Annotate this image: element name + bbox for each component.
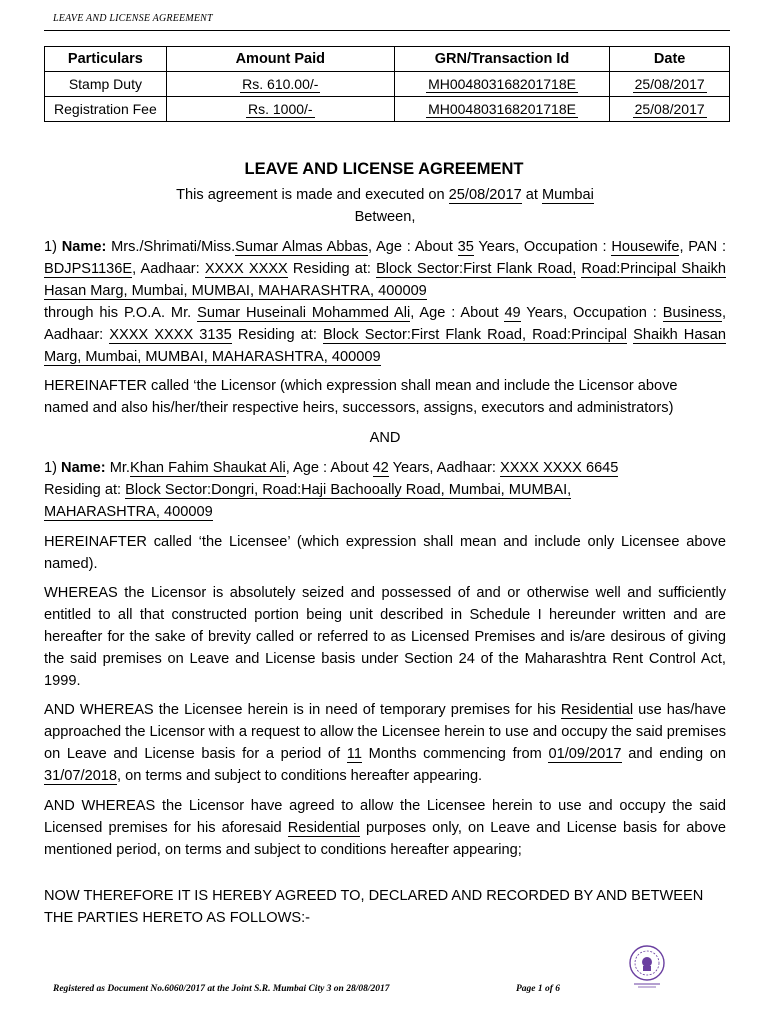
licensee-paragraph: 1) Name: Mr.Khan Fahim Shaukat Ali, Age : About 42 Years, Aadhaar: XXXX XXXX 6645 Residing at: Block Sector:Dongri, Road:Haji Bachooally Road, Mumbai, MUMBAI, MAHARASHTRA, 400009 [44,460,619,520]
and-separator: AND [369,430,401,446]
table-cell: MH004803168201718E [394,72,609,97]
hereinafter-licensee: HEREINAFTER called ‘the Licensee’ (which expression shall mean and include only Licensee above named). [44,534,726,572]
whereas-paragraph-1: WHEREAS the Licensor is absolutely seized and possessed of and or otherwise well and sufficiently entitled to all that constructed portion being unit described in Schedule I hereunder written and are hereafter for the sake of brevity called or referred to as Licensed Premises and is/are desirous of giving the said premises on Leave and License basis under Section 24 of the Maharashtra Rent Control Act, 1999. [44,585,726,689]
intro-paragraph: This agreement is made and executed on 25/08/2017 at Mumbai Between, [176,187,594,225]
table-cell: 25/08/2017 [610,72,730,97]
document-title: LEAVE AND LICENSE AGREEMENT [244,160,524,178]
licensor-name: Sumar Almas Abbas [235,239,368,255]
table-row [45,72,730,97]
header-divider [44,30,730,31]
licensor-paragraph: 1) Name: Mrs./Shrimati/Miss.Sumar Almas Abbas, Age : About 35 Years, Occupation : Housewife, PAN : BDJPS1136E, Aadhaar: XXXX XXXX Residing at: Block Sector:First Flank Road, Road:Principal Shaikh Hasan Marg, Mumbai, MUMBAI, MAHARASHTRA, 400009 through his P.O.A. Mr. Sumar Huseinali Mohammed Ali, Age : About 49 Years, Occupation : Business, Aadhaar: XXXX XXXX 3135 Residing at: Block Sector:First Flank Road, Road:Principal Shaikh Hasan Marg, Mumbai, MUMBAI, MAHARASHTRA, 400009 [44,239,726,365]
column-header: GRN/Transaction Id [394,47,609,72]
registration-footer: Registered as Document No.6060/2017 at the Joint S.R. Mumbai City 3 on 28/08/2017 [53,984,390,994]
table-cell: MH004803168201718E [394,97,609,122]
whereas-paragraph-3: AND WHEREAS the Licensor have agreed to allow the Licensee herein to use and occupy the said Licensed premises for his aforesaid Residential purposes only, on Leave and License basis for above mentioned period, on terms and subject to conditions hereafter appearing; [44,798,726,858]
running-header: LEAVE AND LICENSE AGREEMENT [53,13,213,24]
column-header: Date [610,47,730,72]
table-header-row [45,47,730,72]
table-cell: Rs. 1000/- [166,97,394,122]
table-row [45,97,730,122]
between-label: Between, [354,209,416,225]
fees-table [44,46,730,122]
execution-place: Mumbai [542,187,594,203]
column-header: Amount Paid [166,47,394,72]
column-header: Particulars [45,47,167,72]
registration-seal-icon [624,942,670,988]
table-cell: 25/08/2017 [610,97,730,122]
table-cell: Rs. 610.00/- [166,72,394,97]
execution-date: 25/08/2017 [448,187,522,203]
table-cell: Stamp Duty [45,72,167,97]
whereas-paragraph-2: AND WHEREAS the Licensee herein is in need of temporary premises for his Residential use has/have approached the Licensor with a request to allow the Licensee herein to use and occupy the said premises on Leave and License basis for a period of 11 Months commencing from 01/09/2017 and ending on 31/07/2018, on terms and subject to conditions hereafter appearing. [44,702,726,784]
licensee-name: Khan Fahim Shaukat Ali [129,460,286,476]
page-number: Page 1 of 6 [516,984,561,994]
poa-name: Sumar Huseinali Mohammed Ali [197,305,411,321]
table-cell: Registration Fee [45,97,167,122]
hereinafter-licensor: HEREINAFTER called ‘the Licensor (which expression shall mean and include the Licensor above named and also his/her/their respective heirs, successors, assigns, executors and administrators) [44,378,678,416]
now-therefore-paragraph: NOW THEREFORE IT IS HEREBY AGREED TO, DECLARED AND RECORDED BY AND BETWEEN THE PARTIES HERETO AS FOLLOWS:- [44,888,704,926]
